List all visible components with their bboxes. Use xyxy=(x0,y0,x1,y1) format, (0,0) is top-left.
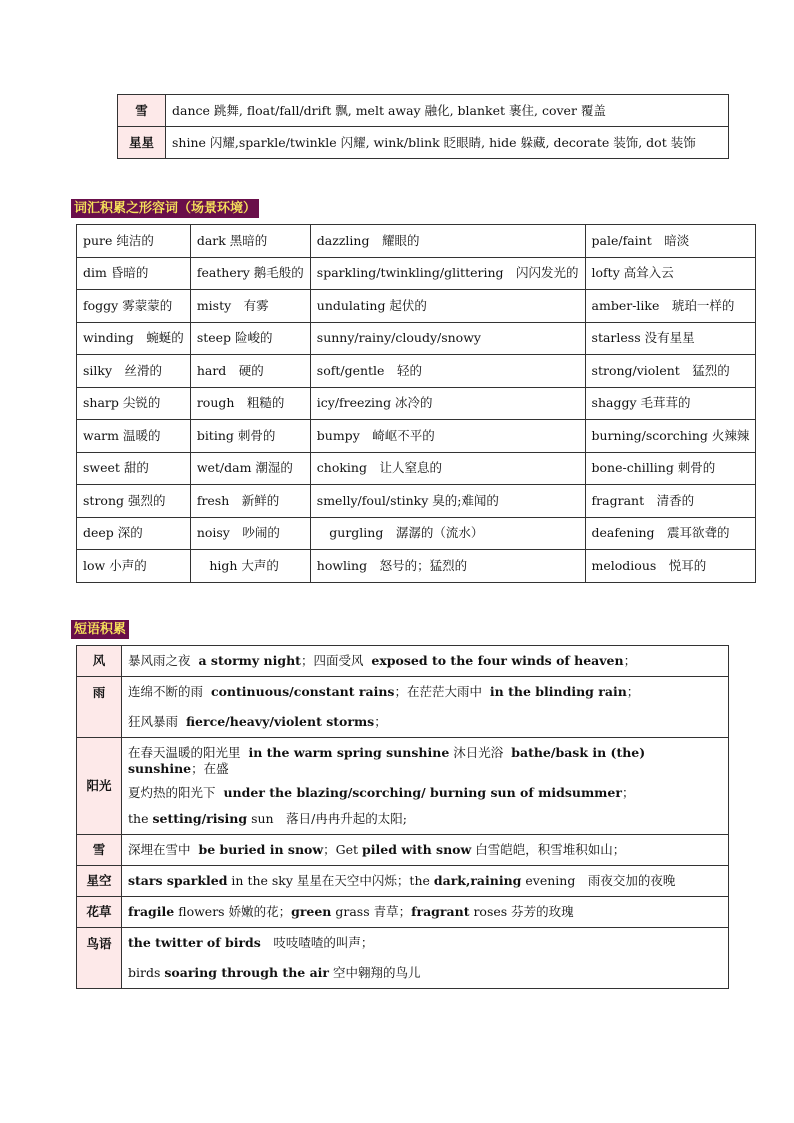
text-segment: ；Get xyxy=(323,842,363,857)
table-cell: biting 刺骨的 xyxy=(190,420,310,453)
top-vocab-table xyxy=(117,94,729,159)
table-row xyxy=(77,290,756,323)
bold-phrase: fierce/heavy/violent storms xyxy=(185,714,375,729)
row-label: 雪 xyxy=(77,835,122,866)
row-label: 鸟语 xyxy=(77,928,122,989)
table-cell: gurgling 潺潺的（流水） xyxy=(310,517,585,550)
table-cell: dark 黑暗的 xyxy=(190,225,310,258)
table-cell: howling 怒号的；猛烈的 xyxy=(310,550,585,583)
row-text xyxy=(122,866,729,897)
table-cell: icy/freezing 冰冷的 xyxy=(310,387,585,420)
table-row xyxy=(77,550,756,583)
bold-phrase: be buried in snow xyxy=(198,842,324,857)
phrase-line xyxy=(128,928,722,958)
row-text xyxy=(122,928,729,989)
table-cell: bumpy 崎岖不平的 xyxy=(310,420,585,453)
table-cell: silky 丝滑的 xyxy=(77,355,191,388)
phrase-line xyxy=(128,958,722,988)
bold-phrase: fragrant xyxy=(411,904,470,919)
table-cell: hard 硬的 xyxy=(190,355,310,388)
bold-phrase: a stormy night xyxy=(198,653,301,668)
text-segment: ； xyxy=(374,714,387,729)
table-cell: smelly/foul/stinky 臭的;难闻的 xyxy=(310,485,585,518)
table-row xyxy=(77,387,756,420)
bold-phrase: fragile xyxy=(128,904,175,919)
text-segment: the xyxy=(128,811,153,826)
bold-phrase: the twitter of birds xyxy=(128,935,261,950)
table-cell: sweet 甜的 xyxy=(77,452,191,485)
table-cell: sunny/rainy/cloudy/snowy xyxy=(310,322,585,355)
text-segment: 沐日光浴 xyxy=(453,745,504,760)
table-row xyxy=(77,452,756,485)
text-segment: birds xyxy=(128,965,165,980)
table-cell: burning/scorching 火辣辣 xyxy=(585,420,756,453)
text-segment: in the sky 星星在天空中闪烁；the xyxy=(227,873,434,888)
text-segment: 吱吱喳喳的叫声； xyxy=(260,935,374,950)
bold-phrase: continuous/constant rains xyxy=(210,684,395,699)
phrase-line xyxy=(128,866,722,896)
text-segment: 白雪皑皑，积雪堆积如山； xyxy=(471,842,626,857)
table-cell: bone-chilling 刺骨的 xyxy=(585,452,756,485)
table-row xyxy=(77,420,756,453)
table-cell: feathery 鹅毛般的 xyxy=(190,257,310,290)
text-segment: ； xyxy=(621,785,635,800)
text-segment: ； xyxy=(626,684,640,699)
table-cell: rough 粗糙的 xyxy=(190,387,310,420)
table-cell: lofty 高耸入云 xyxy=(585,257,756,290)
table-row xyxy=(77,897,729,928)
phrase-line xyxy=(128,707,722,737)
table-cell: melodious 悦耳的 xyxy=(585,550,756,583)
bold-phrase: dark,raining xyxy=(433,873,522,888)
text-segment: roses 芬芳的玫瑰 xyxy=(469,904,574,919)
table-row xyxy=(77,835,729,866)
table-cell: low 小声的 xyxy=(77,550,191,583)
table-row xyxy=(77,646,729,677)
text-segment: evening 雨夜交加的夜晚 xyxy=(521,873,676,888)
row-label: 花草 xyxy=(77,897,122,928)
text-segment: ；四面受风 xyxy=(300,653,364,668)
table-cell: strong 强烈的 xyxy=(77,485,191,518)
table-cell: strong/violent 猛烈的 xyxy=(585,355,756,388)
table-cell: steep 险峻的 xyxy=(190,322,310,355)
text-segment: grass 青草； xyxy=(331,904,412,919)
table-row xyxy=(77,257,756,290)
row-label: 星空 xyxy=(77,866,122,897)
table-cell: winding 蜿蜒的 xyxy=(77,322,191,355)
row-label: 风 xyxy=(77,646,122,677)
adjectives-body xyxy=(77,225,756,583)
table-cell: foggy 雾蒙蒙的 xyxy=(77,290,191,323)
table-cell: misty 有雾 xyxy=(190,290,310,323)
table-cell: shaggy 毛茸茸的 xyxy=(585,387,756,420)
phrase-line xyxy=(128,897,722,927)
table-cell: amber-like 琥珀一样的 xyxy=(585,290,756,323)
row-label: 阳光 xyxy=(77,738,122,835)
table-cell: pure 纯洁的 xyxy=(77,225,191,258)
row-text xyxy=(122,646,729,677)
table-cell: high 大声的 xyxy=(190,550,310,583)
bold-phrase: bathe/bask in (the) sunshine xyxy=(128,745,646,776)
phrase-line xyxy=(128,677,722,707)
row-label: 雪 xyxy=(118,95,166,127)
table-row xyxy=(77,517,756,550)
text-segment: ；在盛 xyxy=(191,761,229,776)
row-label: 雨 xyxy=(77,677,122,738)
bold-phrase: stars sparkled xyxy=(128,873,228,888)
text-segment: 空中翱翔的鸟儿 xyxy=(329,965,421,980)
table-cell: dim 昏暗的 xyxy=(77,257,191,290)
text-segment: 夏灼热的阳光下 xyxy=(128,785,216,800)
phrases-table xyxy=(76,645,729,989)
table-row xyxy=(77,866,729,897)
bold-phrase: in the warm spring sunshine xyxy=(248,745,450,760)
adjectives-table xyxy=(76,224,756,583)
row-label: 星星 xyxy=(118,127,166,159)
text-segment: ；在茫茫大雨中 xyxy=(394,684,482,699)
table-row xyxy=(118,95,729,127)
text-segment: 暴风雨之夜 xyxy=(128,653,191,668)
bold-phrase: soaring through the air xyxy=(164,965,330,980)
text-segment: ； xyxy=(623,653,637,668)
adjectives-heading: 词汇积累之形容词（场景环境） xyxy=(71,199,259,218)
phrase-line xyxy=(128,646,722,676)
row-text: dance 跳舞, float/fall/drift 飘, melt away 融化, blanket 裹住, cover 覆盖 xyxy=(166,95,729,127)
row-text xyxy=(122,835,729,866)
table-cell: dazzling 耀眼的 xyxy=(310,225,585,258)
table-cell: fresh 新鲜的 xyxy=(190,485,310,518)
phrase-line xyxy=(128,738,722,779)
phrases-heading: 短语积累 xyxy=(71,620,129,639)
text-segment: 连绵不断的雨 xyxy=(128,684,204,699)
table-cell: noisy 吵闹的 xyxy=(190,517,310,550)
text-segment: 深埋在雪中 xyxy=(128,842,191,857)
table-cell: pale/faint 暗淡 xyxy=(585,225,756,258)
phrase-line xyxy=(128,835,722,865)
table-row xyxy=(77,738,729,835)
table-row xyxy=(77,485,756,518)
table-cell: choking 让人窒息的 xyxy=(310,452,585,485)
bold-phrase: green xyxy=(291,904,332,919)
table-cell: fragrant 清香的 xyxy=(585,485,756,518)
row-text: shine 闪耀,sparkle/twinkle 闪耀, wink/blink 眨眼睛, hide 躲藏, decorate 装饰, dot 装饰 xyxy=(166,127,729,159)
table-cell: sharp 尖锐的 xyxy=(77,387,191,420)
row-text xyxy=(122,677,729,738)
table-cell: soft/gentle 轻的 xyxy=(310,355,585,388)
table-cell: wet/dam 潮湿的 xyxy=(190,452,310,485)
table-row xyxy=(77,928,729,989)
table-cell: warm 温暖的 xyxy=(77,420,191,453)
bold-phrase: setting/rising xyxy=(152,811,248,826)
table-row xyxy=(77,225,756,258)
table-row xyxy=(77,677,729,738)
row-text xyxy=(122,738,729,835)
bold-phrase: in the blinding rain xyxy=(489,684,627,699)
bold-phrase: piled with snow xyxy=(362,842,472,857)
text-segment: 在春天温暖的阳光里 xyxy=(128,745,241,760)
table-row xyxy=(77,322,756,355)
text-segment: sun 落日/冉冉升起的太阳; xyxy=(247,811,408,826)
table-cell: undulating 起伏的 xyxy=(310,290,585,323)
bold-phrase: under the blazing/scorching/ burning sun of midsummer xyxy=(223,785,622,800)
table-cell: deafening 震耳欲聋的 xyxy=(585,517,756,550)
table-row xyxy=(118,127,729,159)
phrase-line xyxy=(128,803,722,834)
bold-phrase: exposed to the four winds of heaven xyxy=(371,653,624,668)
table-cell: sparkling/twinkling/glittering 闪闪发光的 xyxy=(310,257,585,290)
table-row xyxy=(77,355,756,388)
text-segment: 狂风暴雨 xyxy=(128,714,179,729)
table-cell: deep 深的 xyxy=(77,517,191,550)
row-text xyxy=(122,897,729,928)
text-segment: flowers 娇嫩的花； xyxy=(174,904,292,919)
table-cell: starless 没有星星 xyxy=(585,322,756,355)
phrase-line xyxy=(128,779,722,803)
